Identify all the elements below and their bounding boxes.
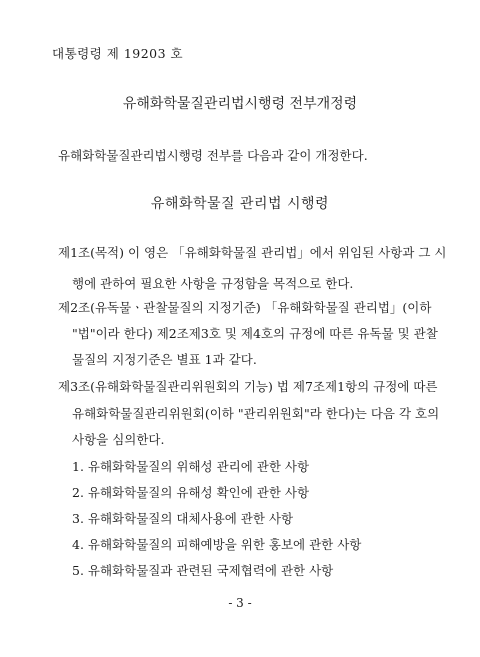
article-2-line-3: 물질의 지정기준은 별표 1과 같다.: [72, 352, 257, 367]
document-title: 유해화학물질관리법시행령 전부개정령: [122, 96, 358, 112]
decree-number: 대통령령 제 19203 호: [52, 46, 184, 61]
list-item-4: 4. 유해화학물질의 피해예방을 위한 홍보에 관한 사항: [72, 537, 362, 552]
intro-paragraph: 유해화학물질관리법시행령 전부를 다음과 같이 개정한다.: [58, 148, 368, 163]
article-2-line-1: 제2조(유독물ㆍ관찰물질의 지정기준) 「유해화학물질 관리법」(이하: [58, 300, 432, 315]
article-3-line-2: 유해화학물질관리위원회(이하 "관리위원회"라 한다)는 다음 각 호의: [72, 406, 440, 421]
list-item-5: 5. 유해화학물질과 관련된 국제협력에 관한 사항: [72, 563, 334, 578]
list-item-3: 3. 유해화학물질의 대체사용에 관한 사항: [72, 511, 294, 526]
list-item-2: 2. 유해화학물질의 유해성 확인에 관한 사항: [72, 485, 310, 500]
article-1-line-1: 제1조(목적) 이 영은 「유해화학물질 관리법」에서 위임된 사항과 그 시: [58, 245, 447, 260]
article-2-line-2: "법"이라 한다) 제2조제3호 및 제4호의 규정에 따른 유독물 및 관찰: [72, 326, 438, 341]
article-3-line-1: 제3조(유해화학물질관리위원회의 기능) 법 제7조제1항의 규정에 따른: [58, 379, 438, 394]
regulation-title: 유해화학물질 관리법 시행령: [150, 196, 330, 212]
article-1-line-2: 행에 관하여 필요한 사항을 규정함을 목적으로 한다.: [72, 276, 354, 291]
page-number: - 3 -: [228, 596, 252, 610]
article-3-line-3: 사항을 심의한다.: [72, 432, 165, 447]
list-item-1: 1. 유해화학물질의 위해성 관리에 관한 사항: [72, 459, 310, 474]
